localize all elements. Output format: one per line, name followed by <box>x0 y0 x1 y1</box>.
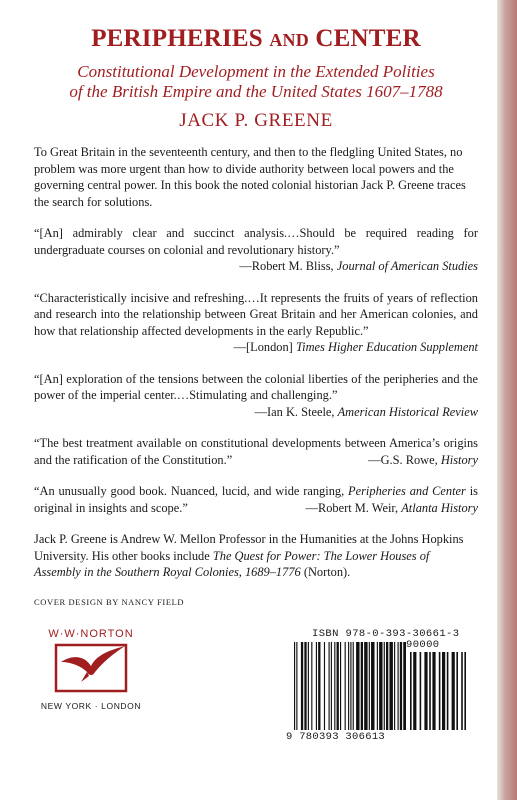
barcode-bar <box>369 642 370 730</box>
barcode-bar <box>361 642 363 730</box>
barcode-bar <box>340 642 341 730</box>
quote-text: “[An] exploration of the tensions between the colonial liberties of the peripheries and the power of the imperial center.…Stimulating and challenging.” <box>34 371 478 402</box>
cover-content <box>34 24 478 607</box>
barcode-bar <box>331 642 332 730</box>
barcode-bar <box>400 642 402 730</box>
bio-book-title: The Quest for Power: The Lower Houses of Assembly in the Southern Royal Colonies, 1689–1776 <box>34 548 430 579</box>
quote-text: “An unusually good book. Nuanced, lucid, and wide ranging, <box>34 484 345 498</box>
isbn-barcode <box>282 628 478 746</box>
barcode-bar <box>447 652 449 730</box>
barcode-bar <box>386 642 388 730</box>
barcode-addon-bars <box>410 652 466 730</box>
barcode-bar <box>410 652 412 730</box>
bio-text-end: (Norton). <box>303 565 351 579</box>
quote-author: —Robert M. Weir, <box>305 500 399 515</box>
barcode-bar <box>389 642 392 730</box>
barcode-bar <box>424 652 427 730</box>
review-quote-2 <box>34 290 478 356</box>
review-quote-3 <box>34 371 478 421</box>
quote-author: —G.S. Rowe, <box>368 452 438 467</box>
barcode-bar <box>337 642 339 730</box>
barcode-bar <box>379 642 382 730</box>
barcode-bar <box>394 642 395 730</box>
publisher-block <box>36 628 146 711</box>
quote-text-end: is original in insights and scope.” <box>34 484 478 515</box>
barcode-bar <box>356 642 359 730</box>
barcode-bar <box>294 642 295 730</box>
title-main: PERIPHERIES <box>91 25 263 52</box>
quote-book-title: Peripheries and Center <box>348 484 466 498</box>
barcode-bar <box>308 642 309 730</box>
barcode-bar <box>439 652 441 730</box>
barcode-bar <box>452 652 455 730</box>
barcode-bar <box>429 652 431 730</box>
barcode-bar <box>432 652 435 730</box>
barcode-bar <box>364 642 367 730</box>
review-quote-1 <box>34 225 478 275</box>
barcode-bar <box>377 642 378 730</box>
quote-source: Times Higher Education Supplement <box>295 340 478 354</box>
quote-attribution <box>368 452 478 469</box>
barcode-bar <box>348 642 349 730</box>
barcode-bar <box>403 642 406 730</box>
barcode-bar <box>334 642 335 730</box>
barcode-bars <box>294 642 406 730</box>
barcode-bar <box>384 642 385 730</box>
author-bio <box>34 531 478 581</box>
barcode-bar <box>311 642 312 730</box>
title-end: CENTER <box>315 25 421 52</box>
barcode-bar <box>461 652 463 730</box>
barcode-bar <box>456 652 458 730</box>
quote-source: American Historical Review <box>337 404 478 419</box>
isbn-label: ISBN 978-0-393-30661-3 <box>312 628 460 640</box>
bio-text: Jack P. Greene is Andrew W. Mellon Professor in the Humanities at the Johns Hopkins University. His other books include <box>34 532 464 563</box>
quote-source: Journal of American Studies <box>336 259 478 273</box>
quote-source: History <box>440 452 478 467</box>
barcode-bar <box>345 642 346 730</box>
barcode-bar <box>353 642 354 730</box>
title-and: AND <box>269 30 309 50</box>
quote-attribution <box>34 258 478 275</box>
subtitle-line-1: Constitutional Development in the Extended Polities <box>77 62 435 81</box>
barcode-bar <box>301 642 303 730</box>
publisher-city: NEW YORK · LONDON <box>40 701 142 711</box>
quote-author: —Ian K. Steele, <box>254 404 335 419</box>
book-subtitle <box>34 62 478 102</box>
barcode-bar <box>442 652 445 730</box>
book-title <box>34 24 478 55</box>
quote-text: “Characteristically incisive and refreshing.…It represents the fruits of years of reflection and research into the relationship between Great Britain and her American colonies, and how that relationship affected developments in the early Republic.” <box>34 290 478 338</box>
barcode-bar <box>413 652 416 730</box>
cover-design-credit: COVER DESIGN BY NANCY FIELD <box>34 596 185 607</box>
barcode-bar <box>371 642 374 730</box>
barcode-bar <box>350 642 351 730</box>
barcode-bar <box>329 642 330 730</box>
author-name: JACK P. GREENE <box>179 110 333 131</box>
barcode-digits: 9 780393 306613 <box>286 731 386 743</box>
subtitle-line-2: of the British Empire and the United States 1607–1788 <box>69 82 443 101</box>
barcode-bar <box>304 642 306 730</box>
spine-edge <box>497 0 517 800</box>
quote-text: “[An] admirably clear and succinct analysis.…Should be required reading for undergraduate courses on colonial and revolutionary history.” <box>34 226 478 257</box>
publisher-name: W·W·NORTON <box>48 628 134 640</box>
barcode-bar <box>464 652 466 730</box>
quote-attribution <box>34 404 478 421</box>
barcode-bar <box>318 642 320 730</box>
barcode-bar <box>316 642 317 730</box>
review-quote-5 <box>34 483 478 516</box>
quote-attribution <box>234 339 478 356</box>
quote-source: Atlanta History <box>401 500 478 515</box>
quote-attribution <box>306 500 478 517</box>
barcode-bar <box>398 642 399 730</box>
review-quote-4 <box>34 435 478 468</box>
barcode-bar <box>324 642 325 730</box>
quote-text: “The best treatment available on constitutional developments between America’s origins and the ratification of the Constitution.” <box>34 436 478 467</box>
barcode-bar <box>420 652 422 730</box>
barcode-bar <box>296 642 297 730</box>
seagull-logo-icon <box>36 642 146 699</box>
intro-paragraph: To Great Britain in the seventeenth century, and then to the fledgling United States, no problem was more urgent than how to divide authority between local powers and the governing central power. In this book the noted colonial historian Jack P. Greene traces the search for solutions. <box>34 145 466 209</box>
quote-author: —[London] <box>233 340 293 354</box>
price-code: 90000 <box>406 639 440 651</box>
quote-author: —Robert M. Bliss, <box>239 259 334 273</box>
